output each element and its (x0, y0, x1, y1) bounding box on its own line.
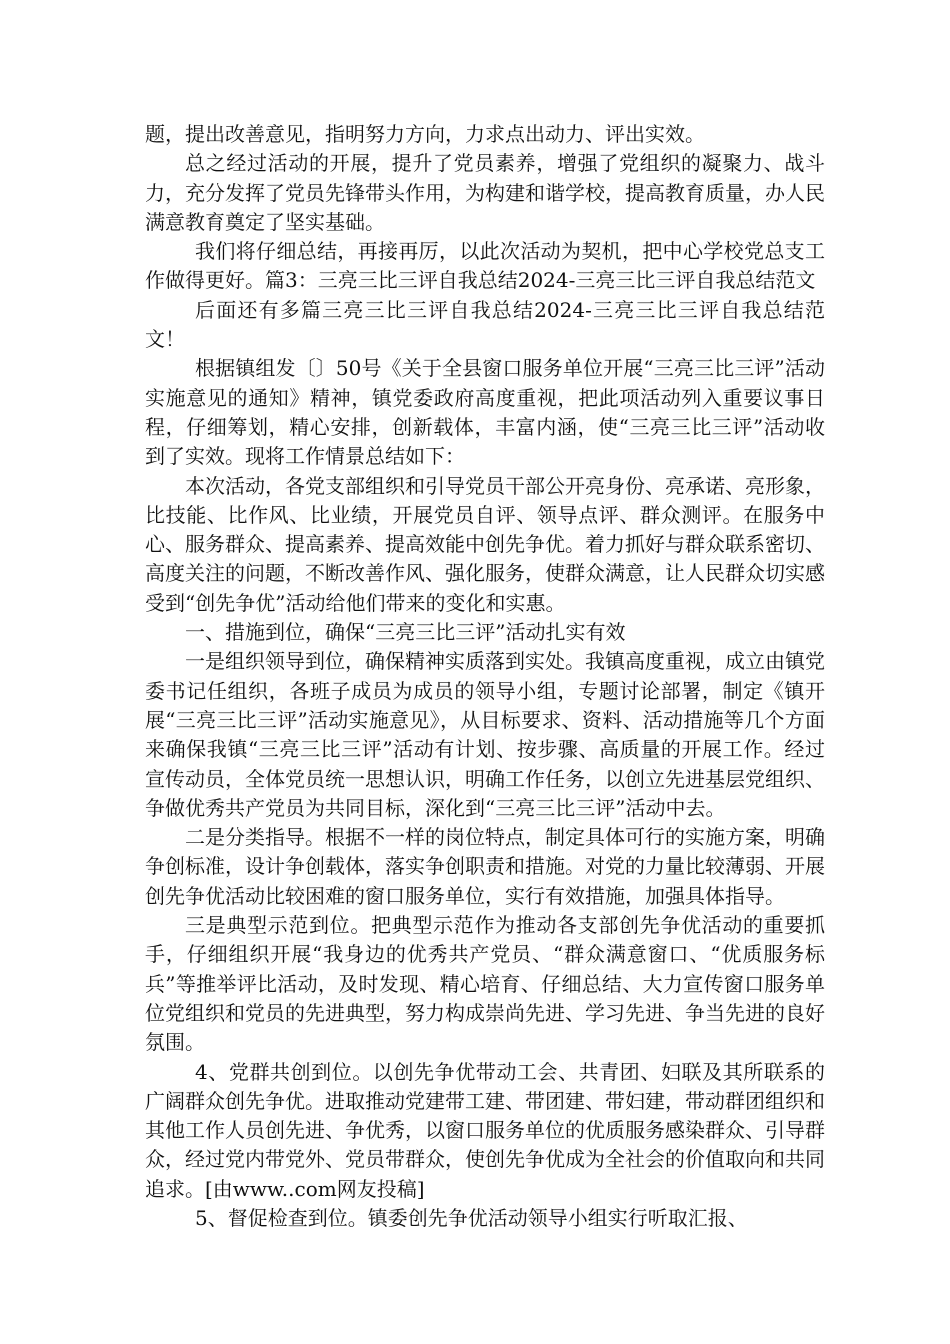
paragraph-11: 5、督促检查到位。镇委创先争优活动领导小组实行听取汇报、 (195, 1205, 748, 1230)
paragraph-10: 4、党群共创到位。以创先争优带动工会、共青团、妇联及其所联系的广阔群众创先争优。进取推动党建带工建、带团建、带妇建，带动群团组织和其他工作人员创先进、争优秀，以窗口服务单位的优质服务感染群众、引导群众，经过党内带党外、党员带群众，使创先争优成为全社会的价值取向和共同追求。[由www..com网友投稿] (145, 1059, 825, 1201)
paragraph-5: 根据镇组发〔〕50号《关于全县窗口服务单位开展“三亮三比三评”活动实施意见的通知》精神，镇党委政府高度重视，把此项活动列入重要议事日程，仔细筹划，精心安排，创新载体，丰富内涵，使“三亮三比三评”活动收到了实效。现将工作情景总结如下： (145, 356, 825, 469)
paragraph-1: 题，提出改善意见，指明努力方向，力求点出动力、评出实效。 (145, 122, 705, 146)
paragraph-9: 三是典型示范到位。把典型示范作为推动各支部创先争优活动的重要抓手，仔细组织开展“我身边的优秀共产党员、“群众满意窗口、“优质服务标兵”等推举评比活动，及时发现、精心培育、仔细总结、大力宣传窗口服务单位党组织和党员的先进典型，努力构成崇尚先进、学习先进、争当先进的良好氛围。 (145, 913, 825, 1055)
paragraph-6: 本次活动，各党支部组织和引导党员干部公开亮身份、亮承诺、亮形象，比技能、比作风、比业绩，开展党员自评、领导点评、群众测评。在服务中心、服务群众、提高素养、提高效能中创先争优。着力抓好与群众联系密切、高度关注的问题，不断改善作风、强化服务，使群众满意，让人民群众切实感受到“创先争优”活动给他们带来的变化和实惠。 (145, 473, 825, 615)
document-body (145, 120, 825, 1233)
paragraph-2: 总之经过活动的开展，提升了党员素养，增强了党组织的凝聚力、战斗力，充分发挥了党员先锋带头作用，为构建和谐学校，提高教育质量，办人民满意教育奠定了坚实基础。 (145, 151, 825, 234)
paragraph-3: 我们将仔细总结，再接再厉，以此次活动为契机，把中心学校党总支工作做得更好。篇3：三亮三比三评自我总结2024-三亮三比三评自我总结范文 (145, 239, 825, 293)
paragraph-7: 一是组织领导到位，确保精神实质落到实处。我镇高度重视，成立由镇党委书记任组织，各班子成员为成员的领导小组，专题讨论部署，制定《镇开展“三亮三比三评”活动实施意见》，从目标要求、资料、活动措施等几个方面来确保我镇“三亮三比三评”活动有计划、按步骤、高质量的开展工作。经过宣传动员，全体党员统一思想认识，明确工作任务，以创立先进基层党组织、争做优秀共产党员为共同目标，深化到“三亮三比三评”活动中去。 (145, 649, 825, 820)
paragraph-4: 后面还有多篇三亮三比三评自我总结2024-三亮三比三评自我总结范文！ (145, 297, 825, 352)
section-heading-1: 一、措施到位，确保“三亮三比三评”活动扎实有效 (185, 620, 626, 645)
paragraph-8: 二是分类指导。根据不一样的岗位特点，制定具体可行的实施方案，明确争创标准，设计争创载体，落实争创职责和措施。对党的力量比较薄弱、开展创先争优活动比较困难的窗口服务单位，实行有效措施，加强具体指导。 (145, 825, 825, 908)
